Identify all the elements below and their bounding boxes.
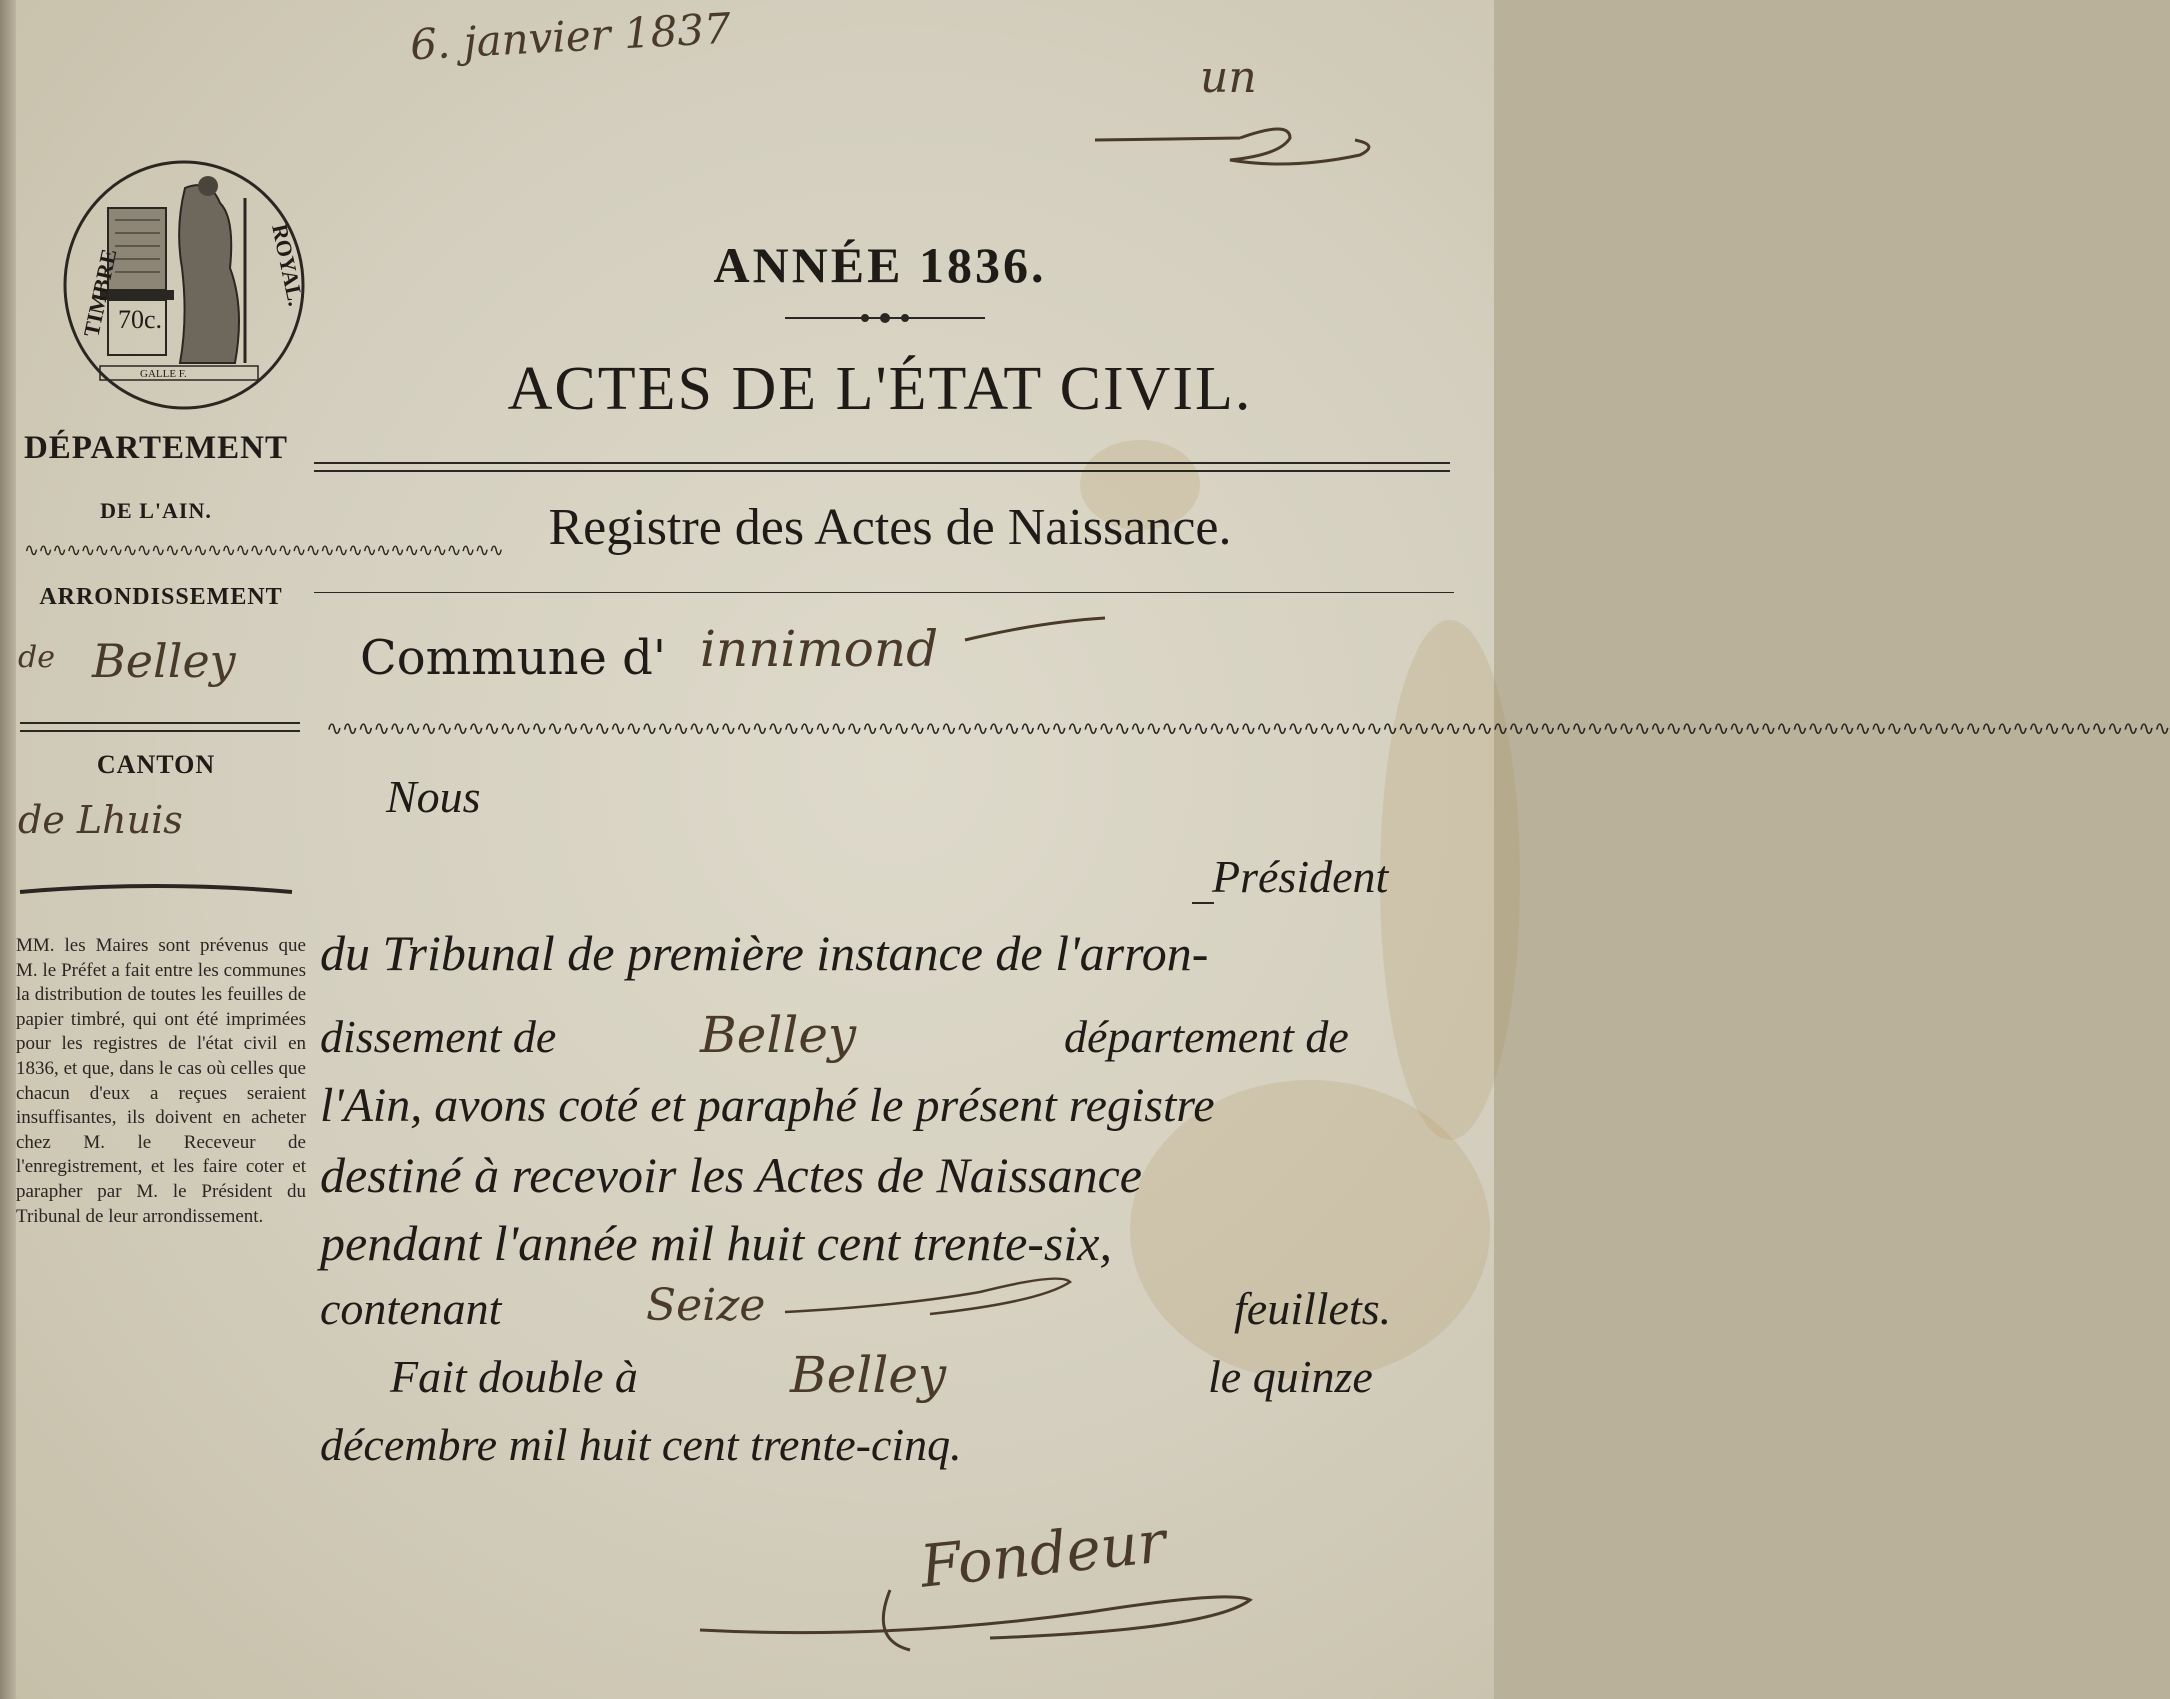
handwritten-city: Belley [700, 1006, 857, 1064]
commune-label: Commune d' [360, 630, 667, 686]
register-title: Registre des Actes de Naissance. [548, 499, 1232, 556]
main-title: ACTES DE L'ÉTAT CIVIL. [507, 355, 1253, 423]
royal-stamp-seal [60, 158, 308, 413]
stamp-maker: GALLE F. [140, 368, 187, 380]
signature-flourish [690, 1560, 1260, 1660]
body-line-3: l'Ain, avons coté et paraphé le présent registre [320, 1079, 1215, 1132]
handwritten-flourish [1090, 100, 1390, 180]
ornament-rule: ∿∿∿∿∿∿∿∿∿∿∿∿∿∿∿∿∿∿∿∿∿∿∿∿∿∿∿∿∿∿∿∿∿∿∿∿∿∿∿∿∿∿∿∿∿∿∿∿∿∿∿∿∿∿∿∿∿∿∿∿∿∿∿∿∿∿∿∿∿∿∿∿∿∿∿∿∿∿∿∿∿∿∿∿∿∿∿∿∿∿∿∿∿∿∿∿∿∿∿∿∿∿∿∿∿∿∿∿∿∿∿∿∿∿∿∿∿ [326, 716, 2170, 740]
handwritten-commune: innimond [700, 620, 939, 678]
double-rule [20, 722, 300, 724]
stain [1380, 620, 1520, 1140]
double-rule [20, 730, 300, 732]
body-line-6a: contenant [320, 1283, 502, 1334]
body-nous: Nous [386, 771, 481, 822]
handwritten-done-at: Belley [790, 1346, 947, 1404]
double-rule [314, 462, 1450, 464]
president-underline [1192, 902, 1214, 904]
arrondissement-label: ARRONDISSEMENT [39, 584, 283, 610]
stamp-text-right: ROYAL. [267, 221, 309, 309]
department-label: DÉPARTEMENT [23, 430, 289, 466]
ornament-divider [780, 310, 990, 326]
handwritten-dash [780, 1262, 1080, 1332]
signature: Fondeur [917, 1507, 1169, 1601]
department-name: DE L'AIN. [100, 498, 212, 523]
body-line-6b: feuillets. [1234, 1283, 1392, 1334]
body-line-2a: dissement de [320, 1011, 557, 1062]
ornament-rule: ∿∿∿∿∿∿∿∿∿∿∿∿∿∿∿∿∿∿∿∿∿∿∿∿∿∿∿∿∿∿∿∿∿∿ [24, 540, 503, 561]
body-line-1: du Tribunal de première instance de l'arron- [320, 925, 1209, 981]
body-line-8: décembre mil huit cent trente-cinq. [320, 1419, 962, 1470]
year-heading: ANNÉE 1836. [713, 237, 1047, 293]
ornament-swash [18, 880, 294, 902]
double-rule [314, 470, 1450, 472]
handwritten-date: 6. janvier 1837 [408, 3, 732, 70]
handwritten-underline [960, 610, 1110, 650]
stamp-value: 70c. [118, 305, 163, 334]
body-line-7b: le quinze [1208, 1351, 1373, 1402]
handwritten-leaves: Seize [646, 1280, 766, 1331]
body-line-2b: département de [1064, 1011, 1349, 1062]
horizontal-rule [314, 592, 1454, 593]
mayor-notice: MM. les Maires sont prévenus que M. le Préfet a fait entre les communes la distribution de toutes les feuilles de papier timbré, qui ont été imprimées pour les registres de l'état civil en 1836, et que, dans le cas où celles que chacun d'eux a reçues seraient insuffisantes, ils doivent en acheter chez M. le Receveur de l'enregistrement, et les faire coter et parapher par M. le Président du Tribunal de leur arrondissement. [16, 935, 306, 1227]
handwritten-canton: de Lhuis [18, 798, 183, 842]
body-line-4: destiné à recevoir les Actes de Naissance [320, 1147, 1142, 1203]
stamp-text-left: TIMBRE [78, 246, 122, 340]
handwritten-number: un [1200, 52, 1257, 103]
arrondissement-prefix: de [18, 640, 55, 675]
canton-label: CANTON [96, 750, 216, 779]
body-president: Président [1212, 851, 1389, 902]
binding-shadow [0, 0, 16, 1699]
body-line-7a: Fait double à [390, 1351, 638, 1402]
handwritten-arrondissement: Belley [92, 634, 236, 688]
body-line-5: pendant l'année mil huit cent trente-six, [320, 1215, 1112, 1271]
